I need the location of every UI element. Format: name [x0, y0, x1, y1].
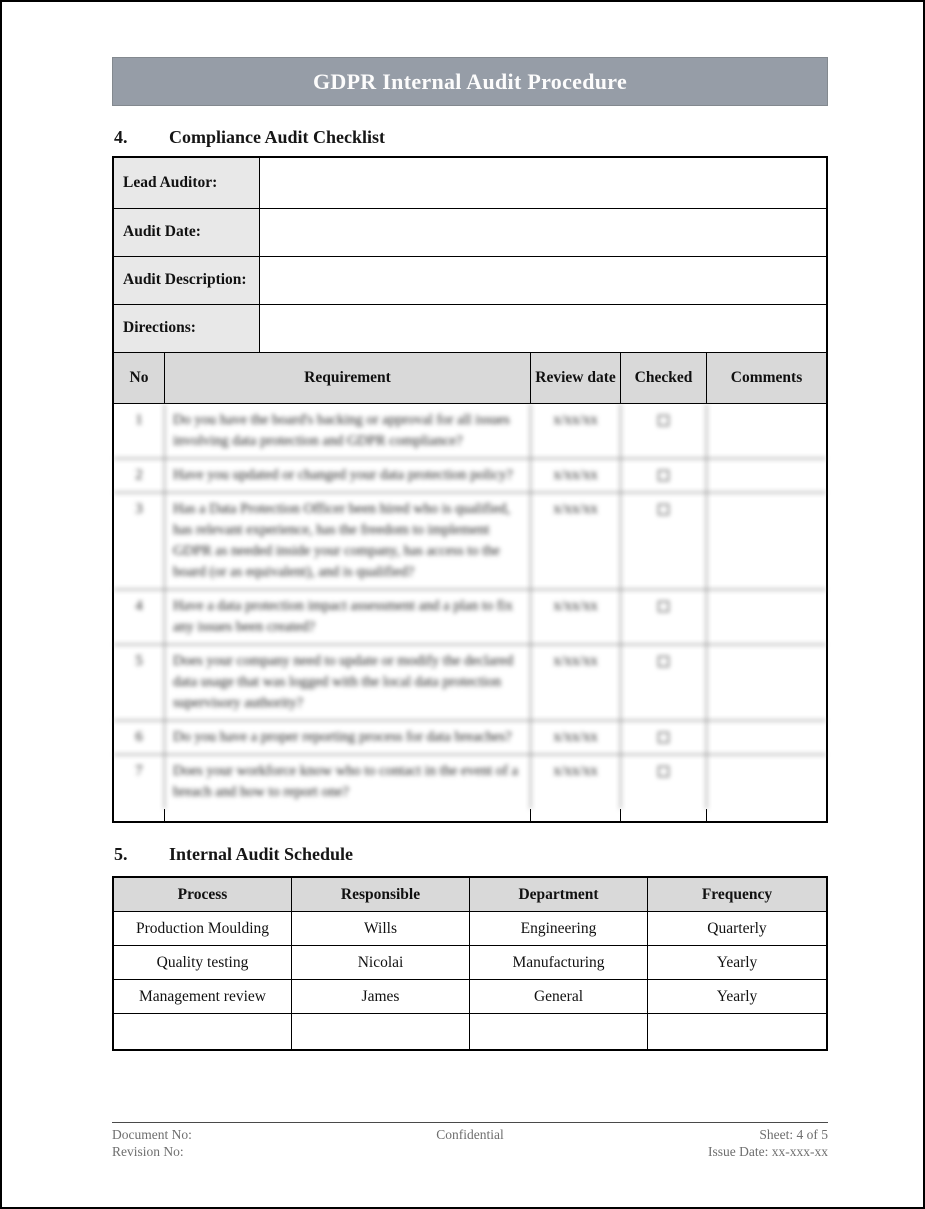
directions-label: Directions:: [114, 305, 260, 352]
checklist-row: [114, 755, 826, 809]
checkbox-icon[interactable]: [658, 470, 669, 481]
checklist-body-blurred: [114, 404, 826, 809]
checklist-requirement-cell: Do you have the board's backing or approval for all issues involving data protection and GDPR compliance?: [165, 404, 531, 458]
schedule-process-cell: Production Moulding: [114, 912, 292, 945]
form-row-lead-auditor: [114, 158, 826, 209]
page-footer: [112, 1122, 828, 1160]
checklist-review-date-cell: x/xx/xx: [531, 590, 621, 644]
footer-right: [504, 1126, 828, 1160]
schedule-process-cell: Management review: [114, 980, 292, 1013]
internal-audit-schedule-table: [112, 876, 828, 1051]
checklist-no-cell: 3: [114, 493, 165, 589]
audit-date-label: Audit Date:: [114, 209, 260, 256]
schedule-process-cell: Quality testing: [114, 946, 292, 979]
checklist-review-date-cell: x/xx/xx: [531, 459, 621, 492]
checklist-requirement-cell: Does your workforce know who to contact in the event of a breach and how to report one?: [165, 755, 531, 809]
form-row-audit-description: [114, 257, 826, 305]
checklist-comments-cell[interactable]: [707, 645, 826, 720]
checklist-row: [114, 721, 826, 755]
checklist-header-row: [114, 353, 826, 404]
schedule-department-cell: Engineering: [470, 912, 648, 945]
document-title: GDPR Internal Audit Procedure: [312, 68, 628, 94]
checklist-header-comments: Comments: [730, 369, 803, 387]
strip-cell: [114, 809, 165, 821]
schedule-responsible-cell: Wills: [292, 912, 470, 945]
audit-description-label: Audit Description:: [114, 257, 260, 304]
schedule-row: [114, 912, 826, 946]
schedule-frequency-cell[interactable]: [648, 1014, 826, 1049]
compliance-audit-table: [112, 156, 828, 823]
checklist-checked-cell[interactable]: [621, 404, 707, 458]
checklist-header-no: No: [114, 353, 165, 403]
checklist-comments-cell[interactable]: [707, 590, 826, 644]
footer-revision-no: Revision No:: [112, 1144, 184, 1159]
strip-cell: [707, 809, 826, 821]
schedule-header-process: Process: [114, 878, 292, 911]
checklist-checked-cell[interactable]: [621, 755, 707, 809]
form-row-directions: [114, 305, 826, 353]
section-4-title: Compliance Audit Checklist: [169, 127, 386, 147]
checklist-comments-cell[interactable]: [707, 404, 826, 458]
checklist-comments-cell[interactable]: [707, 459, 826, 492]
directions-field[interactable]: [260, 305, 826, 352]
checkbox-icon[interactable]: [658, 415, 669, 426]
section-5-title: Internal Audit Schedule: [169, 844, 354, 864]
audit-description-field[interactable]: [260, 257, 826, 304]
lead-auditor-field[interactable]: [260, 158, 826, 208]
footer-sheet: Sheet: 4 of 5: [759, 1127, 828, 1142]
schedule-header-responsible: Responsible: [292, 878, 470, 911]
title-bar: [112, 57, 828, 106]
schedule-header-frequency: Frequency: [701, 885, 773, 903]
footer-confidential: Confidential: [436, 1127, 504, 1142]
checklist-requirement-cell: Do you have a proper reporting process for data breaches?: [165, 721, 531, 754]
checklist-review-date-cell: x/xx/xx: [531, 645, 621, 720]
schedule-header-row: [114, 878, 826, 912]
schedule-responsible-cell[interactable]: [292, 1014, 470, 1049]
checklist-header-requirement: Requirement: [165, 353, 531, 403]
checklist-comments-cell[interactable]: [707, 721, 826, 754]
checklist-no-cell: 2: [114, 459, 165, 492]
section-5-number: 5.: [114, 844, 128, 864]
footer-left: [112, 1126, 436, 1160]
schedule-department-cell[interactable]: [470, 1014, 648, 1049]
checklist-checked-cell[interactable]: [621, 645, 707, 720]
lead-auditor-label: Lead Auditor:: [114, 158, 260, 208]
schedule-responsible-cell: Nicolai: [292, 946, 470, 979]
section-4-number: 4.: [114, 127, 128, 147]
checklist-review-date-cell: x/xx/xx: [531, 493, 621, 589]
checklist-review-date-cell: x/xx/xx: [531, 404, 621, 458]
footer-document-no: Document No:: [112, 1127, 192, 1142]
checklist-no-cell: 7: [114, 755, 165, 809]
checkbox-icon[interactable]: [658, 656, 669, 667]
footer-issue-date: Issue Date: xx-xxx-xx: [708, 1144, 828, 1159]
audit-date-field[interactable]: [260, 209, 826, 256]
checkbox-icon[interactable]: [658, 766, 669, 777]
checklist-row: [114, 493, 826, 590]
schedule-frequency-cell: Yearly: [716, 953, 758, 971]
schedule-department-cell: Manufacturing: [470, 946, 648, 979]
schedule-frequency-cell: Yearly: [716, 987, 758, 1005]
checklist-checked-cell[interactable]: [621, 590, 707, 644]
checklist-row: [114, 459, 826, 493]
checklist-checked-cell[interactable]: [621, 459, 707, 492]
checkbox-icon[interactable]: [658, 504, 669, 515]
section-4-heading: [114, 127, 828, 148]
schedule-header-department: Department: [470, 878, 648, 911]
schedule-frequency-cell: Quarterly: [707, 919, 767, 937]
schedule-responsible-cell: James: [292, 980, 470, 1013]
checklist-review-date-cell: x/xx/xx: [531, 755, 621, 809]
checklist-comments-cell[interactable]: [707, 493, 826, 589]
checklist-bottom-strip: [114, 809, 826, 821]
checklist-no-cell: 1: [114, 404, 165, 458]
checklist-checked-cell[interactable]: [621, 493, 707, 589]
schedule-department-cell: General: [470, 980, 648, 1013]
schedule-row: [114, 946, 826, 980]
checklist-review-date-cell: x/xx/xx: [531, 721, 621, 754]
checklist-header-review-date: Review date: [531, 353, 621, 403]
checklist-header-checked: Checked: [621, 353, 707, 403]
checkbox-icon[interactable]: [658, 732, 669, 743]
checklist-requirement-cell: Have a data protection impact assessment and a plan to fix any issues been created?: [165, 590, 531, 644]
checklist-no-cell: 5: [114, 645, 165, 720]
form-row-audit-date: [114, 209, 826, 257]
schedule-row: [114, 980, 826, 1014]
checklist-row: [114, 590, 826, 645]
checkbox-icon[interactable]: [658, 601, 669, 612]
section-5-heading: [114, 844, 828, 865]
strip-cell: [165, 809, 531, 821]
checklist-no-cell: 4: [114, 590, 165, 644]
checklist-comments-cell[interactable]: [707, 755, 826, 809]
checklist-checked-cell[interactable]: [621, 721, 707, 754]
schedule-row-empty: [114, 1014, 826, 1049]
checklist-no-cell: 6: [114, 721, 165, 754]
schedule-process-cell[interactable]: [114, 1014, 292, 1049]
checklist-row: [114, 404, 826, 459]
checklist-row: [114, 645, 826, 721]
checklist-requirement-cell: Does your company need to update or modify the declared data usage that was logged with the local data protection supervisory authority?: [165, 645, 531, 720]
checklist-requirement-cell: Has a Data Protection Officer been hired who is qualified, has relevant experience, has the freedom to implement GDPR as needed inside your company, has access to the board (or as equivalent), and is qualified?: [165, 493, 531, 589]
strip-cell: [621, 809, 707, 821]
strip-cell: [531, 809, 621, 821]
checklist-requirement-cell: Have you updated or changed your data protection policy?: [165, 459, 531, 492]
